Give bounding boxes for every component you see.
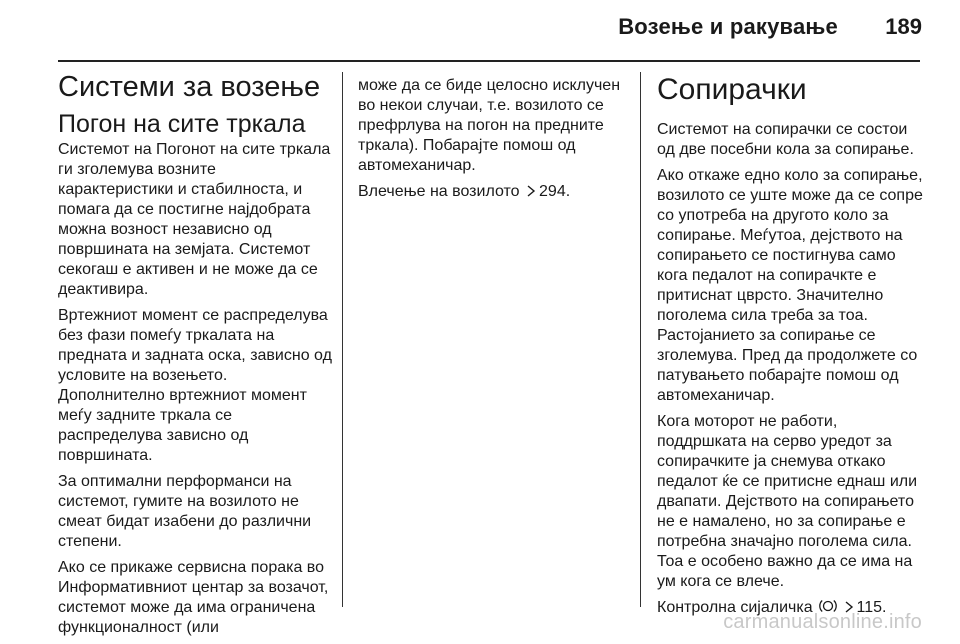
column-1: [58, 70, 333, 644]
section-heading: Сопирачки: [657, 73, 807, 106]
cross-reference[interactable]: [358, 182, 633, 202]
section-heading: Системи за возење: [58, 71, 321, 103]
page-number: 189: [885, 14, 922, 39]
column-divider-1: [342, 72, 343, 607]
cross-reference-text: Влечење на возилото: [358, 183, 520, 200]
subsection-heading: Погон на сите тркала: [58, 110, 306, 138]
cross-reference-page: 294.: [539, 183, 571, 200]
header-rule: [58, 60, 920, 62]
column-3: [657, 70, 923, 624]
column-divider-2: [640, 72, 641, 607]
watermark: carmanualsonline.info: [723, 611, 922, 633]
paragraph: Системот на Погонот на сите тркала ги зголемува возните карактеристики и стабилноста, и помага да се постигне најдобрата можна возност независно од површината на земјата. Системот секогаш е активен и не може да се деактивира.: [58, 141, 331, 298]
cross-reference-page: 115.: [856, 599, 887, 616]
paragraph: може да се биде целосно исклучен во некои случаи, т.е. возилото се префрлува на погон на предните тркала). Побарајте помош од автомеханичар.: [358, 77, 621, 174]
paragraph: Кога моторот не работи, поддршката на серво уредот за сопирачките ја снемува откако педалот ќе се притисне еднаш или двапати. Дејството на сопирањето не е намалено, но за сопирање е потребна значајно поголема сила. Тоа е особено важно да се има на ум кога се влече.: [657, 413, 918, 590]
paragraph: Ако откаже едно коло за сопирање, возилото се уште може да се сопре со употреба на другото коло за сопирање. Меѓутоа, дејството на сопирањето се постигнува само кога педалот на сопирачкте е притиснат цврсто. Значително поголема сила треба за тоа. Растојанието за сопирање се зголемува. Пред да продолжете со патувањето побарајте помош од автомеханичар.: [657, 167, 923, 404]
paragraph: За оптимални перформанси на системот, гумите на возилото не смеат бидат изабени до различни степени.: [58, 473, 312, 550]
paragraph: Ако се прикаже сервисна порака во Информативниот центар за возачот, системот може да има ограничена функционалност (или: [58, 559, 329, 636]
page-header-title: Возење и ракување: [618, 14, 838, 39]
cross-reference-text: Контролна сијаличка: [657, 599, 813, 616]
paragraph: Вртежниот момент се распределува без фази помеѓу тркалата на предната и задната оска, зависно од условите на возењето. Дополнително вртежниот момент меѓу задните тркала се распределува зависно од површината.: [58, 307, 332, 464]
column-2: [358, 76, 633, 208]
page-reference-arrow-icon: [526, 185, 536, 197]
paragraph: Системот на сопирачки се состои од две посебни кола за сопирање.: [657, 121, 914, 158]
